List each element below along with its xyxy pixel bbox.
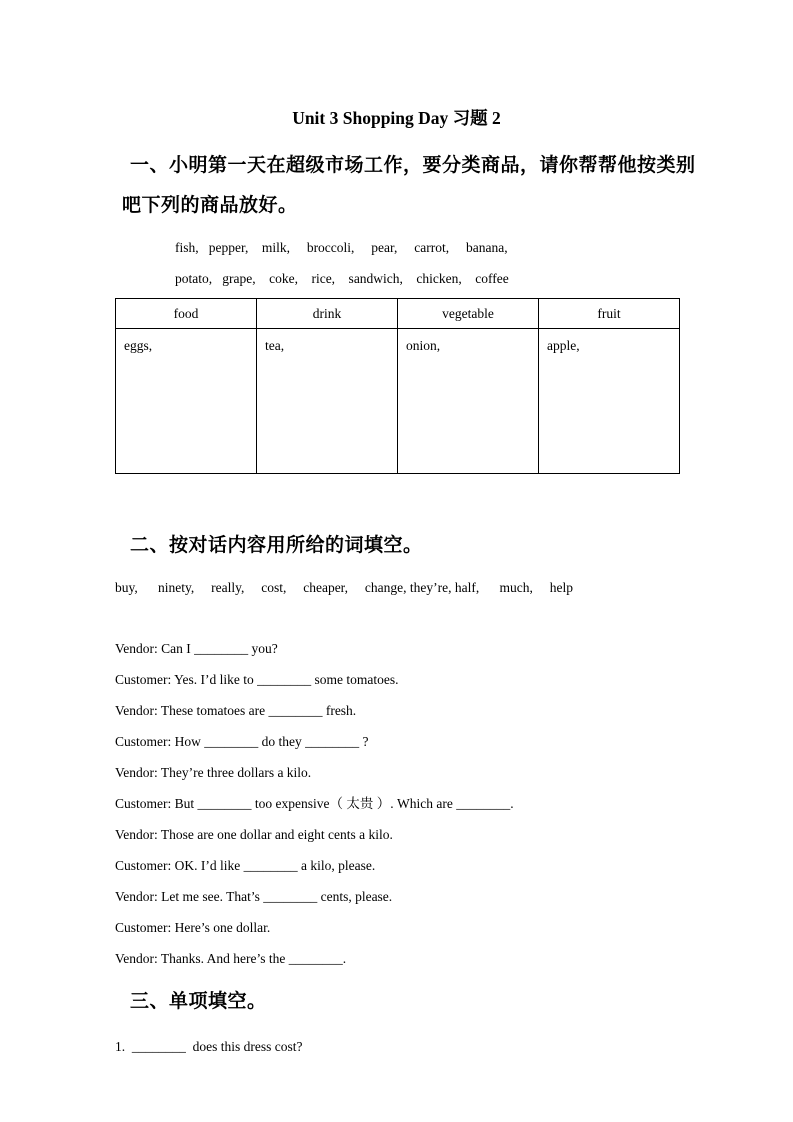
table-cell-food: eggs, — [116, 329, 257, 474]
table-header-food: food — [116, 299, 257, 329]
dialogue-line: Customer: But ________ too expensive（ 太贵 ）. Which are ________. — [115, 796, 514, 811]
dialogue-line: Vendor: They’re three dollars a kilo. — [115, 765, 312, 780]
table-body-row — [116, 329, 680, 474]
table-header-vegetable: vegetable — [398, 299, 539, 329]
table-cell-vegetable: onion, — [398, 329, 539, 474]
section3-item-1: 1. ________ does this dress cost? — [115, 1039, 303, 1054]
section1-heading-line1: 一、小明第一天在超级市场工作，要分类商品，请你帮帮他按类别 — [130, 155, 696, 176]
table-cell-drink: tea, — [257, 329, 398, 474]
dialogue-line: Vendor: Thanks. And here’s the ________. — [115, 951, 347, 966]
word-list-line2: potato, grape, coke, rice, sandwich, chicken, coffee — [175, 271, 509, 286]
section2-word-bank: buy, ninety, really, cost, cheaper, change, they’re, half, much, help — [115, 580, 573, 595]
section3-heading: 三、单项填空。 — [130, 991, 267, 1012]
dialogue-line: Vendor: Can I ________ you? — [115, 641, 278, 656]
dialogue-line: Customer: Yes. I’d like to ________ some tomatoes. — [115, 672, 399, 687]
section2-heading: 二、按对话内容用所给的词填空。 — [130, 535, 423, 556]
dialogue-block — [0, 640, 793, 968]
word-list-line1: fish, pepper, milk, broccoli, pear, carrot, banana, — [175, 240, 508, 255]
section1-heading-line2: 吧下列的商品放好。 — [122, 195, 298, 216]
dialogue-line: Vendor: Let me see. That’s ________ cents, please. — [115, 889, 393, 904]
dialogue-line: Customer: How ________ do they ________ ? — [115, 734, 369, 749]
dialogue-line: Vendor: These tomatoes are ________ fresh. — [115, 703, 357, 718]
dialogue-line: Customer: Here’s one dollar. — [115, 920, 271, 935]
table-header-row — [116, 299, 680, 329]
table-header-drink: drink — [257, 299, 398, 329]
table-header-fruit: fruit — [539, 299, 680, 329]
page-title: Unit 3 Shopping Day 习题 2 — [292, 108, 501, 128]
dialogue-line: Customer: OK. I’d like ________ a kilo, please. — [115, 858, 376, 873]
table-cell-fruit: apple, — [539, 329, 680, 474]
section1-word-list — [0, 232, 793, 294]
category-table — [115, 298, 680, 474]
dialogue-line: Vendor: Those are one dollar and eight cents a kilo. — [115, 827, 393, 842]
section1-heading — [0, 146, 793, 226]
